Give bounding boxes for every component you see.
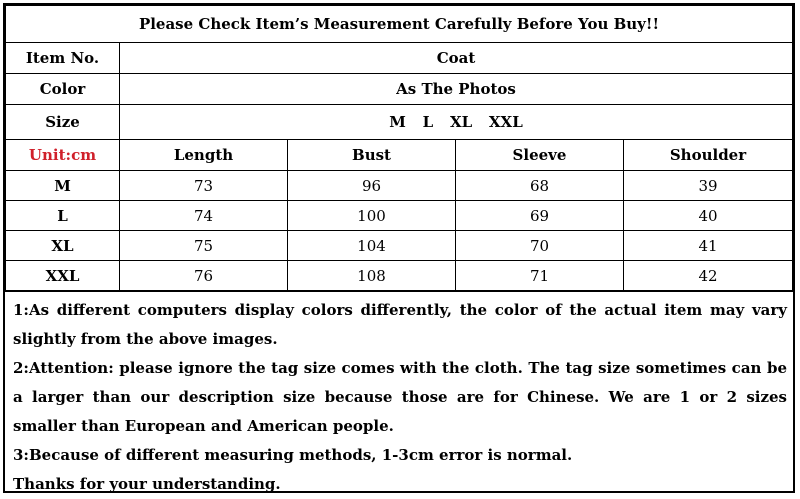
size-value: L xyxy=(422,113,434,131)
notes-section xyxy=(5,291,793,499)
row-size: XL xyxy=(6,231,120,261)
row-size: L xyxy=(6,201,120,231)
table-row xyxy=(6,231,793,261)
table-row xyxy=(6,261,793,291)
size-value: M xyxy=(389,113,406,131)
cell-sleeve: 70 xyxy=(456,231,624,261)
cell-length: 75 xyxy=(120,231,288,261)
size-values xyxy=(120,105,793,140)
item-no-value: Coat xyxy=(120,43,793,74)
cell-shoulder: 40 xyxy=(624,201,793,231)
row-size: M xyxy=(6,171,120,201)
column-header-sleeve: Sleeve xyxy=(456,140,624,171)
measurement-sheet xyxy=(3,3,795,493)
note-3: 3:Because of different measuring methods, 1-3cm error is normal. xyxy=(13,446,573,464)
cell-sleeve: 69 xyxy=(456,201,624,231)
cell-bust: 100 xyxy=(288,201,456,231)
page-title: Please Check Item’s Measurement Carefully Before You Buy!! xyxy=(6,6,793,43)
cell-bust: 96 xyxy=(288,171,456,201)
column-header-length: Length xyxy=(120,140,288,171)
cell-sleeve: 68 xyxy=(456,171,624,201)
cell-length: 74 xyxy=(120,201,288,231)
size-value: XL xyxy=(449,113,473,131)
cell-bust: 108 xyxy=(288,261,456,291)
color-label: Color xyxy=(6,74,120,105)
size-chart-table xyxy=(5,5,793,291)
unit-label: Unit:cm xyxy=(6,140,120,171)
table-row xyxy=(6,201,793,231)
size-label: Size xyxy=(6,105,120,140)
cell-bust: 104 xyxy=(288,231,456,261)
size-value: XXL xyxy=(488,113,523,131)
cell-length: 76 xyxy=(120,261,288,291)
column-header-shoulder: Shoulder xyxy=(624,140,793,171)
cell-shoulder: 41 xyxy=(624,231,793,261)
cell-shoulder: 42 xyxy=(624,261,793,291)
item-no-label: Item No. xyxy=(6,43,120,74)
cell-shoulder: 39 xyxy=(624,171,793,201)
table-row xyxy=(6,171,793,201)
note-thanks: Thanks for your understanding. xyxy=(13,475,281,493)
note-2: 2:Attention: please ignore the tag size comes with the cloth. The tag size sometimes can be a larger than our description size because those are for Chinese. We are 1 or 2 sizes smaller than European and American people. xyxy=(13,359,787,435)
color-value: As The Photos xyxy=(120,74,793,105)
column-header-bust: Bust xyxy=(288,140,456,171)
row-size: XXL xyxy=(6,261,120,291)
cell-sleeve: 71 xyxy=(456,261,624,291)
note-1: 1:As different computers display colors differently, the color of the actual item may vary slightly from the above images. xyxy=(13,301,787,348)
cell-length: 73 xyxy=(120,171,288,201)
